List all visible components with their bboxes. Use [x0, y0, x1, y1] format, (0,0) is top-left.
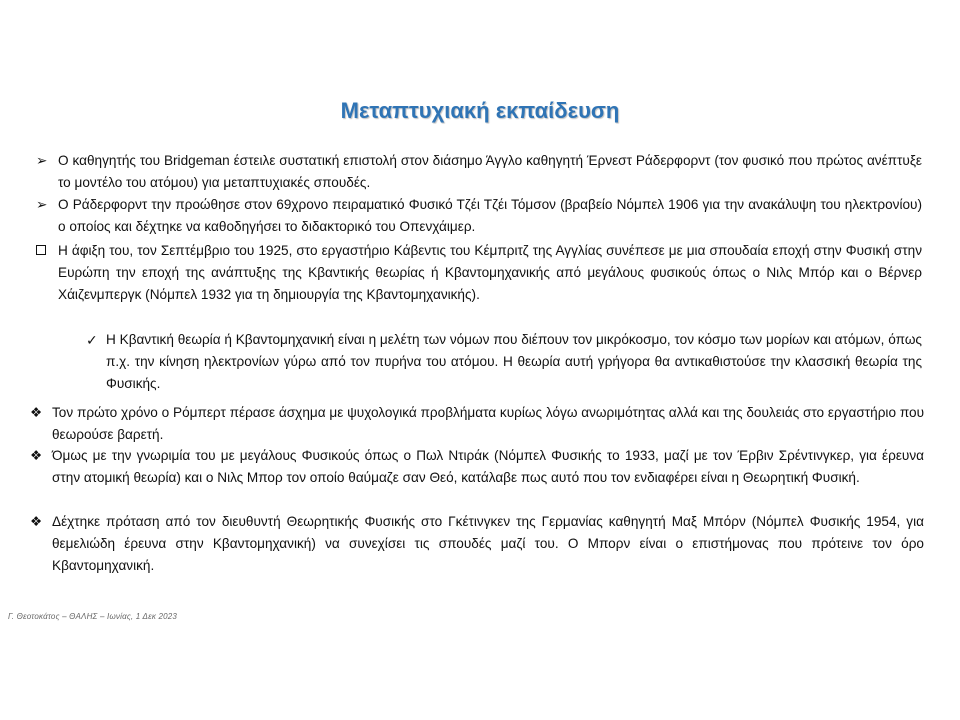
- slide-footer: Γ. Θεοτοκάτος – ΘΑΛΗΣ – Ιωνίας, 1 Δεκ 2023: [8, 612, 178, 621]
- list-item-text: Ο Ράδερφορντ την προώθησε στον 69χρονο πειραματικό Φυσικό Τζέι Τζέι Τόμσον (βραβείο Νόμπελ 1906 για την ανακάλυψη του ηλεκτρονίου) ο οποίος και δέχτηκε να καθοδηγήσει το διδακτορικό του Οπενχάιμερ.: [58, 197, 922, 234]
- list-item-diamond-3: [30, 511, 924, 577]
- diamond-bullet-icon: ❖: [30, 514, 43, 529]
- list-item-arrow-1: [36, 150, 922, 194]
- list-item-diamond-2: [30, 445, 924, 489]
- list-item-arrow-2: [36, 194, 922, 238]
- checkmark-icon: ✓: [86, 332, 98, 348]
- list-item-square: [58, 240, 922, 306]
- list-item-text: Ο καθηγητής του Bridgeman έστειλε συστατική επιστολή στον διάσημο Άγγλο καθηγητή Έρνεστ Ράδερφορντ (τον φυσικό που πρώτος ανέπτυξε το μοντέλο του ατόμου) για μεταπτυχιακές σπουδές.: [58, 153, 922, 190]
- list-item-diamond-1: [30, 402, 924, 446]
- square-bullet-icon: [36, 245, 46, 255]
- list-item-check: [86, 329, 922, 395]
- list-item-text: Τον πρώτο χρόνο ο Ρόμπερτ πέρασε άσχημα με ψυχολογικά προβλήματα κυρίως λόγω ανωριμότητας αλλά και της δουλειάς στο εργαστήριο που θεωρούσε βαρετή.: [52, 405, 924, 442]
- diamond-bullet-icon: ❖: [30, 448, 43, 463]
- list-item-text: Δέχτηκε πρόταση από τον διευθυντή Θεωρητικής Φυσικής στο Γκέτινγκεν της Γερμανίας καθηγητή Μαξ Μπόρν (Νόμπελ Φυσικής 1954, για θεμελιώδη έρευνα στην Κβαντομηχανική) να συνεχίσει τις σπουδές μαζί του. Ο Μπορν είναι ο επιστήμονας που πρότεινε τον όρο Κβαντομηχανική.: [52, 514, 924, 573]
- list-item-text: Η Κβαντική θεωρία ή Κβαντομηχανική είναι η μελέτη των νόμων που διέπουν τον μικρόκοσμο, τον κόσμο των μορίων και ατόμων, όπως π.χ. την κίνηση ηλεκτρονίων γύρω από τον πυρήνα του ατόμου. Η θεωρία αυτή γρήγορα θα αντικαθιστούσε την κλασσική θεωρία της Φυσικής.: [106, 332, 922, 391]
- list-item-text: Η άφιξη του, τον Σεπτέμβριο του 1925, στο εργαστήριο Κάβεντις του Κέμπριτζ της Αγγλίας συνέπεσε με μια σπουδαία εποχή στην Φυσική στην Ευρώπη την εποχή της ανάπτυξης της Κβαντικής θεωρίας ή Κβαντομηχανικής από μεγάλους φυσικούς όπως ο Νιλς Μπόρ και ο Βέρνερ Χάιζενμπεργκ (Νόμπελ 1932 για τη δημιουργία της Κβαντομηχανικής).: [58, 243, 922, 302]
- diamond-bullet-icon: ❖: [30, 405, 43, 420]
- slide-title: Μεταπτυχιακή εκπαίδευση: [340, 98, 620, 123]
- list-item-text: Όμως με την γνωριμία του με μεγάλους Φυσικούς όπως ο Πωλ Ντιράκ (Νόμπελ Φυσικής το 1933, μαζί με τον Έρβιν Σρέντινγκερ, για έρευνα στην ατομική θεωρία) και ο Νιλς Μπορ τον οποίο θαύμαζε σαν Θεό, κατάλαβε πως αυτό που τον ενδιαφέρει είναι η Θεωρητική Φυσική.: [52, 448, 924, 485]
- arrow-bullet-icon: ➢: [36, 153, 48, 168]
- arrow-bullet-icon: ➢: [36, 197, 48, 212]
